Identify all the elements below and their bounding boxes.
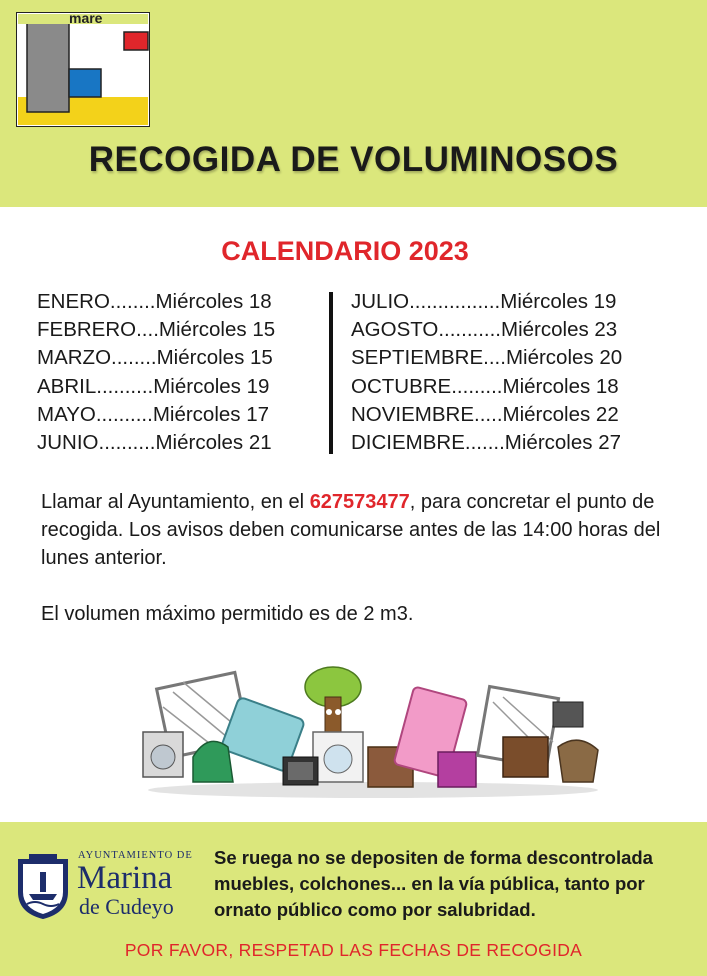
calendar-row	[37, 373, 275, 401]
respect-dates-warning: POR FAVOR, RESPETAD LAS FECHAS DE RECOGIDA	[124, 940, 583, 960]
collection-day: Miércoles 20	[505, 346, 623, 370]
mare-logo	[16, 12, 150, 127]
collection-day: Miércoles 19	[153, 374, 270, 398]
month-name: JUNIO	[37, 431, 99, 455]
dot-leader: ................	[409, 290, 501, 313]
calendar-title: CALENDARIO 2023	[221, 236, 469, 266]
contact-instructions	[41, 488, 681, 572]
dot-leader: ..........	[98, 431, 156, 455]
collection-day: Miércoles 15	[158, 318, 276, 342]
calendar-left-column	[37, 288, 275, 457]
month-name: SEPTIEMBRE	[351, 346, 484, 370]
month-name: MAYO	[37, 402, 96, 426]
dot-leader: .........	[451, 374, 503, 398]
dot-leader: .....	[474, 402, 503, 426]
dot-leader: ..........	[96, 374, 154, 398]
month-name: MARZO	[37, 346, 112, 370]
collection-day: Miércoles 23	[501, 318, 618, 342]
column-divider	[329, 292, 333, 454]
month-name: ENERO	[37, 290, 110, 313]
collection-day: Miércoles 27	[504, 431, 621, 455]
dot-leader: ....	[483, 346, 506, 370]
calendar-row	[351, 429, 622, 457]
council-name-sub: de Cudeyo	[79, 894, 174, 919]
volume-limit-text: El volumen máximo permitido es de 2 m3.	[41, 603, 414, 625]
calendar-row	[351, 401, 622, 429]
month-name: FEBRERO	[37, 318, 137, 342]
call-text-after: , para concretar el punto de recogida. Los avisos deben comunicarse antes de las 14:00 horas del lunes anterior.	[41, 491, 661, 569]
marina-de-cudeyo-crest	[15, 850, 71, 920]
month-name: OCTUBRE	[351, 374, 452, 398]
phone-number: 627573477	[309, 491, 410, 513]
call-text-before: Llamar al Ayuntamiento, en el	[41, 491, 310, 513]
collection-day: Miércoles 18	[502, 374, 619, 398]
calendar-row	[37, 288, 275, 316]
calendar-row	[351, 344, 622, 372]
calendar-row	[37, 401, 275, 429]
calendar-right-column	[351, 288, 622, 457]
bulky-waste-illustration	[133, 662, 611, 798]
dot-leader: ........	[111, 346, 157, 370]
calendar-row	[351, 288, 622, 316]
collection-day: Miércoles 15	[156, 346, 273, 370]
collection-day: Miércoles 17	[152, 402, 270, 426]
page-title: RECOGIDA DE VOLUMINOSOS	[88, 140, 619, 179]
collection-day: Miércoles 18	[155, 290, 272, 313]
dot-leader: ..........	[95, 402, 153, 426]
dot-leader: ....	[136, 318, 159, 342]
dot-leader: .......	[464, 431, 505, 455]
month-name: NOVIEMBRE	[351, 402, 475, 426]
council-label-small: AYUNTAMIENTO DE	[78, 850, 193, 861]
calendar-row	[351, 316, 622, 344]
month-name: JULIO	[351, 290, 410, 313]
svg-text:mare: mare	[69, 12, 103, 26]
dot-leader: ........	[109, 290, 156, 313]
collection-day: Miércoles 19	[500, 290, 617, 313]
month-name: ABRIL	[37, 374, 97, 398]
disposal-note: Se ruega no se depositen de forma descontrolada muebles, colchones... en la vía pública, tanto por ornato público como por salubridad.	[214, 847, 653, 920]
calendar-row	[37, 429, 275, 457]
month-name: AGOSTO	[351, 318, 439, 342]
collection-day: Miércoles 21	[155, 431, 272, 455]
dot-leader: ...........	[438, 318, 501, 342]
council-name: Marina	[77, 860, 173, 896]
calendar-row	[351, 373, 622, 401]
month-name: DICIEMBRE	[351, 431, 465, 455]
collection-day: Miércoles 22	[502, 402, 619, 426]
calendar-row	[37, 344, 275, 372]
calendar-row	[37, 316, 275, 344]
